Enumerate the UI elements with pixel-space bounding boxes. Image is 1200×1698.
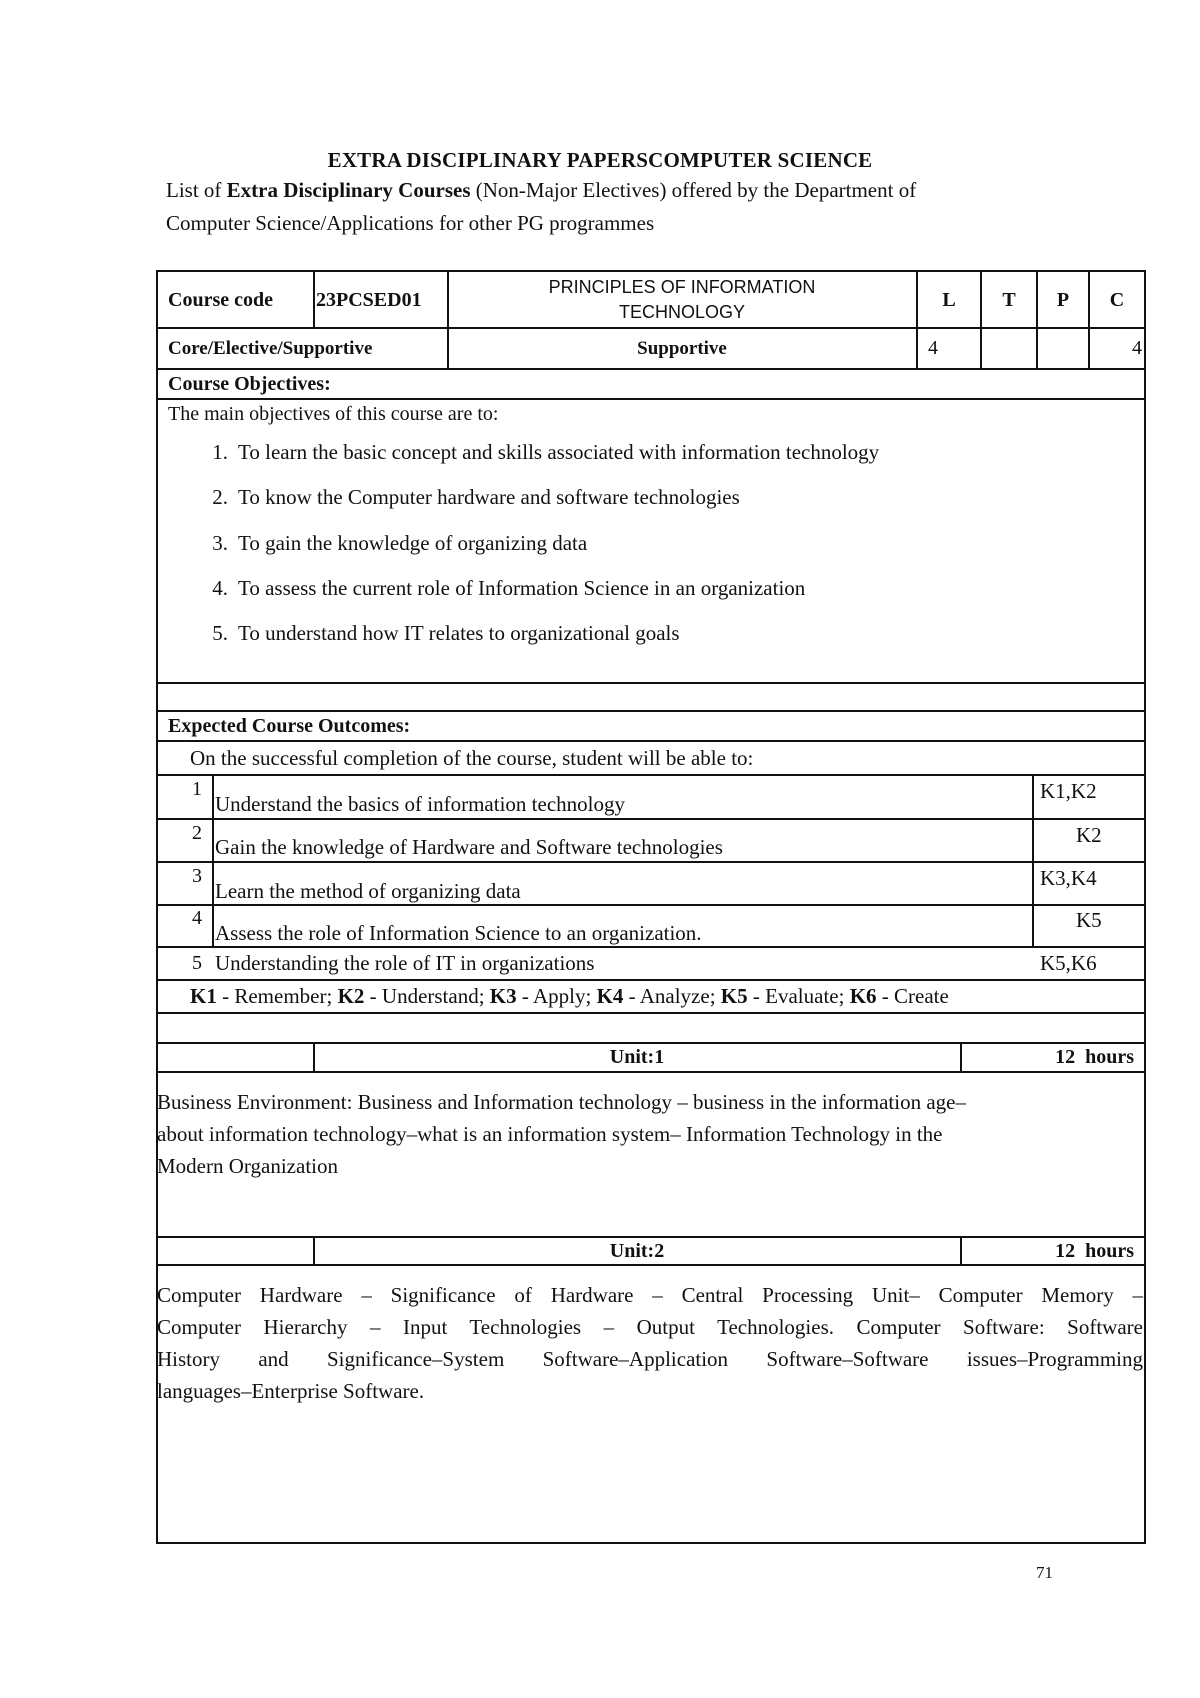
outcome-row-2-text: Gain the knowledge of Hardware and Software technologies — [215, 834, 723, 859]
course-code-label: Course code — [168, 288, 273, 311]
outcome-row-3-k: K3,K4 — [1040, 865, 1097, 890]
legend-code: K2 — [337, 984, 365, 1008]
legend-code: K4 — [596, 984, 624, 1008]
legend-code: K1 — [190, 984, 217, 1008]
outcome-row-1-text: Understand the basics of information technology — [215, 791, 625, 816]
objectives-heading: Course Objectives: — [168, 372, 331, 395]
unit-1-content — [157, 1086, 1143, 1182]
legend-desc: - Remember; — [216, 984, 338, 1008]
outcome-row-2-number: 2 — [192, 821, 202, 844]
legend-desc: - Evaluate; — [747, 984, 850, 1008]
intro-post: (Non-Major Electives) offered by the Department of — [470, 178, 917, 202]
outcome-row-1-k: K1,K2 — [1040, 778, 1097, 803]
list-item-number: 2. — [212, 485, 228, 509]
unit-1-label: Unit:1 — [609, 1046, 665, 1068]
list-item-text: To understand how IT relates to organizational goals — [238, 621, 680, 645]
list-item-text: To gain the knowledge of organizing data — [238, 531, 588, 555]
outcomes-intro: On the successful completion of the course, student will be able to: — [190, 745, 754, 770]
list-item — [190, 621, 680, 646]
outcome-row-5-k: K5,K6 — [1040, 950, 1097, 975]
legend-desc: - Create — [876, 984, 949, 1008]
unit-2-label: Unit:2 — [609, 1239, 665, 1262]
legend-code: K6 — [849, 984, 877, 1008]
list-item — [190, 440, 879, 465]
ltpc-value-p — [1038, 329, 1088, 368]
course-title-line-2: TECHNOLOGY — [618, 302, 746, 322]
ltpc-value-l: 4 — [928, 337, 938, 359]
list-item — [190, 576, 805, 601]
course-title-line-1: PRINCIPLES OF INFORMATION — [548, 277, 816, 297]
category-value: Supportive — [637, 337, 727, 359]
ltpc-header-c: C — [1109, 288, 1125, 311]
intro-pre: List of — [166, 178, 227, 202]
course-title — [449, 272, 915, 328]
outcome-row-2-k: K2 — [1076, 822, 1102, 847]
list-item-text: To know the Computer hardware and software technologies — [238, 485, 740, 509]
list-item-number: 3. — [212, 531, 228, 555]
list-item — [190, 485, 740, 510]
k-levels-legend — [190, 981, 1140, 1012]
legend-desc: - Understand; — [364, 984, 490, 1008]
legend-code: K3 — [489, 984, 517, 1008]
legend-desc: - Apply; — [516, 984, 597, 1008]
unit-1-hours: 12 hours — [1055, 1046, 1134, 1068]
list-item-number: 1. — [212, 440, 228, 464]
outcome-row-1-number: 1 — [192, 777, 202, 800]
intro-paragraph — [166, 174, 1066, 240]
ltpc-header-l: L — [942, 288, 956, 311]
list-item-number: 5. — [212, 621, 228, 645]
ltpc-header-t: T — [1002, 288, 1016, 311]
category-label: Core/Elective/Supportive — [168, 337, 373, 359]
course-code-value: 23PCSED01 — [316, 288, 422, 311]
list-item-number: 4. — [212, 576, 228, 600]
list-item — [190, 531, 587, 556]
ltpc-header-p: P — [1056, 288, 1070, 311]
page-number: 71 — [1036, 1563, 1053, 1582]
list-item-text: To assess the current role of Information Science in an organization — [238, 576, 806, 600]
unit-2-hours: 12 hours — [1055, 1239, 1134, 1262]
unit-1-line: Modern Organization — [157, 1154, 338, 1178]
page-title: EXTRA DISCIPLINARY PAPERSCOMPUTER SCIENCE — [327, 148, 873, 172]
intro-bold: Extra Disciplinary Courses — [226, 178, 471, 202]
unit-2-content — [157, 1279, 1143, 1407]
outcome-row-3-number: 3 — [192, 864, 202, 887]
intro-line-2: Computer Science/Applications for other PG programmes — [166, 211, 655, 235]
ltpc-value-c: 4 — [1132, 337, 1142, 359]
unit-2-line: Computer Hierarchy – Input Technologies – Output Technologies. Computer Software: Software — [157, 1315, 1143, 1339]
unit-1-line: Business Environment: Business and Information technology – business in the information age– — [157, 1090, 966, 1114]
unit-2-line: Computer Hardware – Significance of Hardware – Central Processing Unit– Computer Memory – — [157, 1283, 1143, 1307]
objectives-intro: The main objectives of this course are to: — [168, 402, 499, 425]
list-item-text: To learn the basic concept and skills associated with information technology — [238, 440, 880, 464]
outcome-row-5-number: 5 — [192, 951, 202, 974]
unit-2-line: History and Significance–System Software–Application Software–Software issues–Programming — [157, 1347, 1143, 1371]
outcome-row-4-number: 4 — [192, 906, 202, 929]
outcome-row-3-text: Learn the method of organizing data — [215, 878, 521, 903]
outcome-row-4-k: K5 — [1076, 907, 1102, 932]
unit-1-line: about information technology–what is an information system– Information Technology in the — [157, 1122, 943, 1146]
unit-2-line: languages–Enterprise Software. — [157, 1379, 425, 1403]
outcome-row-4-text: Assess the role of Information Science to an organization. — [215, 920, 702, 945]
outcome-row-5-text: Understanding the role of IT in organizations — [215, 950, 595, 975]
ltpc-value-t — [982, 329, 1036, 368]
legend-code: K5 — [720, 984, 748, 1008]
legend-desc: - Analyze; — [623, 984, 721, 1008]
outcomes-heading: Expected Course Outcomes: — [168, 714, 411, 737]
intro-line-1 — [166, 174, 1066, 207]
